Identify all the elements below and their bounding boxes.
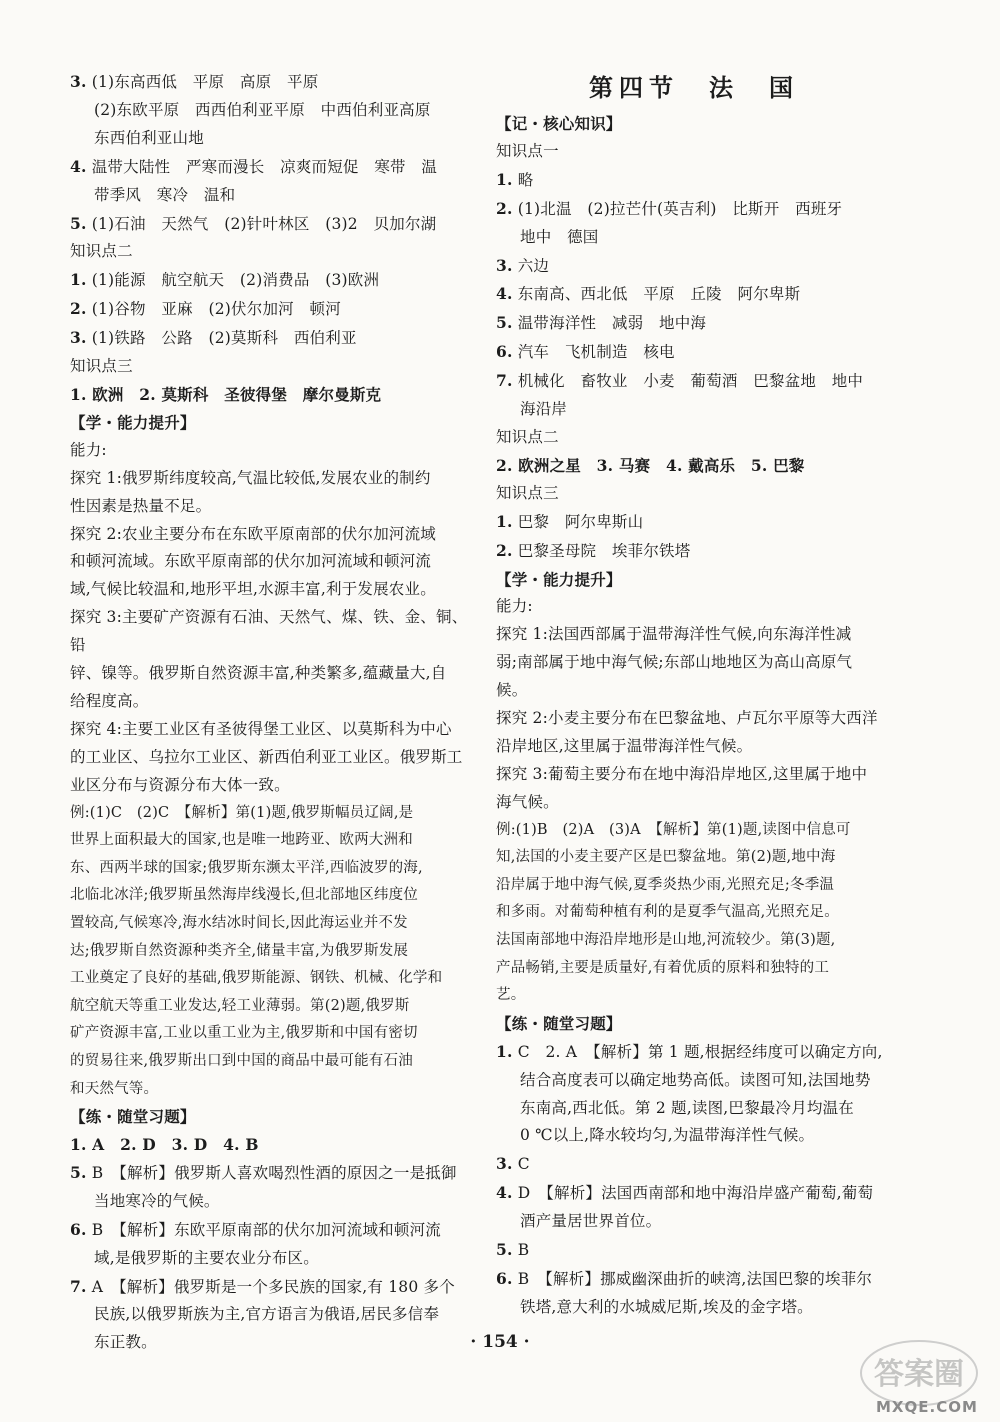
answer-text: 汽车 飞机制造 核电 xyxy=(517,343,675,362)
explanation-line: 的贸易往来,俄罗斯出口到中国的商品中最可能有石油 xyxy=(70,1052,413,1069)
text-line: 能力: xyxy=(70,440,107,459)
section-heading: 【学・能力提升】 xyxy=(496,569,622,589)
answer-text: (1)北温 (2)拉芒什(英吉利) 比斯开 西班牙 xyxy=(517,199,843,218)
page-number: · 154 · xyxy=(470,1332,530,1352)
explanation-line: 工业奠定了良好的基础,俄罗斯能源、钢铁、机械、化学和 xyxy=(70,970,443,987)
answer-text: B 【解析】挪威幽深曲折的峡湾,法国巴黎的埃菲尔 xyxy=(517,1269,873,1288)
answer-text: (1)能源 航空航天 (2)消费品 (3)欧洲 xyxy=(91,271,380,290)
numbered-answer xyxy=(70,210,468,239)
answer-number: 2. xyxy=(70,299,87,319)
text-line: 域,气候比较温和,地形平坦,水源丰富,利于发展农业。 xyxy=(70,580,436,599)
answer-continuation: 带季风 寒冷 温和 xyxy=(94,185,236,204)
answer-number: 2. xyxy=(496,540,513,560)
answer-number: 7. xyxy=(496,371,513,391)
text-line: 知识点一 xyxy=(496,141,559,160)
answer-continuation: 民族,以俄罗斯族为主,官方语言为俄语,居民多信奉 xyxy=(94,1305,440,1324)
numbered-answer xyxy=(496,166,892,195)
text-line: 的工业区、乌拉尔工业区、新西伯利亚工业区。俄罗斯工 xyxy=(70,747,463,766)
numbered-answer xyxy=(70,324,468,353)
answer-text: B 【解析】俄罗斯人喜欢喝烈性酒的原因之一是抵御 xyxy=(91,1163,457,1182)
explanation-line: 航空航天等重工业发达,轻工业薄弱。第(2)题,俄罗斯 xyxy=(70,997,410,1014)
text-line: 和顿河流域。东欧平原南部的伏尔加河流域和顿河流 xyxy=(70,552,432,571)
explanation-line: 法国南部地中海沿岸地形是山地,河流较少。第(3)题, xyxy=(496,932,836,949)
explanation-line: 沿岸属于地中海气候,夏季炎热少雨,光照充足;冬季温 xyxy=(496,876,835,893)
answer-continuation: (2)东欧平原 西西伯利亚平原 中西伯利亚高原 xyxy=(94,100,431,119)
answer-text: 略 xyxy=(517,170,534,189)
answer-number: 7. xyxy=(70,1276,87,1296)
text-line: 业区分布与资源分布大体一致。 xyxy=(70,775,290,794)
explanation-line: 例:(1)C (2)C 【解析】第(1)题,俄罗斯幅员辽阔,是 xyxy=(70,804,414,821)
answer-text: (1)谷物 亚麻 (2)伏尔加河 顿河 xyxy=(91,300,341,319)
numbered-answer xyxy=(496,1038,892,1067)
right-column xyxy=(496,68,892,1322)
numbered-answer xyxy=(496,309,892,338)
text-line: 探究 1:俄罗斯纬度较高,气温比较低,发展农业的制约 xyxy=(70,468,431,487)
answer-number: 4. xyxy=(70,156,87,176)
answer-number: 4. xyxy=(496,284,513,304)
answer-number: 1. xyxy=(496,1041,513,1061)
answer-number: 6. xyxy=(496,1268,513,1288)
explanation-line: 东、西两半球的国家;俄罗斯东濒太平洋,西临波罗的海, xyxy=(70,859,423,876)
numbered-answer xyxy=(70,295,468,324)
text-line: 给程度高。 xyxy=(70,691,149,710)
numbered-answer xyxy=(496,338,892,367)
explanation-line: 矿产资源丰富,工业以重工业为主,俄罗斯和中国有密切 xyxy=(70,1025,418,1042)
answer-number: 5. xyxy=(496,1240,513,1260)
answer-text: (1)东高西低 平原 高原 平原 xyxy=(91,73,319,91)
explanation-line: 世界上面积最大的国家,也是唯一地跨亚、欧两大洲和 xyxy=(70,832,413,849)
numbered-answer xyxy=(496,195,892,224)
answer-text: A 【解析】俄罗斯是一个多民族的国家,有 180 多个 xyxy=(91,1277,455,1296)
explanation-line: 例:(1)B (2)A (3)A 【解析】第(1)题,读图中信息可 xyxy=(496,821,851,838)
answer-text: B 【解析】东欧平原南部的伏尔加河流域和顿河流 xyxy=(91,1220,441,1239)
answer-number: 3. xyxy=(496,1154,513,1174)
answer-text: 六边 xyxy=(517,256,550,275)
text-line: 探究 3:主要矿产资源有石油、天然气、煤、铁、金、铜、铅 xyxy=(70,608,468,655)
answer-number: 1. xyxy=(496,169,513,189)
answer-continuation: 酒产量居世界首位。 xyxy=(520,1212,662,1231)
numbered-answer xyxy=(70,68,468,97)
text-line: 候。 xyxy=(496,681,528,700)
answer-row: 1. 欧洲 2. 莫斯科 圣彼得堡 摩尔曼斯克 xyxy=(70,384,382,404)
section-heading: 【记・核心知识】 xyxy=(496,114,622,133)
answer-text: 机械化 畜牧业 小麦 葡萄酒 巴黎盆地 地中 xyxy=(517,372,864,391)
text-line: 探究 3:葡萄主要分布在地中海沿岸地区,这里属于地中 xyxy=(496,764,868,783)
answer-continuation: 结合高度表可以确定地势高低。读图可知,法国地势 xyxy=(520,1070,871,1089)
text-line: 探究 4:主要工业区有圣彼得堡工业区、以莫斯科为中心 xyxy=(70,719,452,738)
numbered-answer xyxy=(70,1216,468,1245)
text-line: 探究 2:农业主要分布在东欧平原南部的伏尔加河流域 xyxy=(70,524,437,543)
answer-row: 2. 欧洲之星 3. 马赛 4. 戴高乐 5. 巴黎 xyxy=(496,455,805,475)
explanation-line: 和多雨。对葡萄种植有利的是夏季气温高,光照充足。 xyxy=(496,904,839,921)
answer-text: 巴黎圣母院 埃菲尔铁塔 xyxy=(517,541,691,560)
answer-number: 6. xyxy=(496,342,513,362)
answer-text: C 2. A 【解析】第 1 题,根据经纬度可以确定方向, xyxy=(517,1042,883,1061)
answer-number: 3. xyxy=(70,328,87,348)
explanation-line: 产品畅销,主要是质量好,有着优质的原料和独特的工 xyxy=(496,959,830,976)
answer-text: 巴黎 阿尔卑斯山 xyxy=(517,512,644,531)
explanation-line: 知,法国的小麦主要产区是巴黎盆地。第(2)题,地中海 xyxy=(496,849,836,866)
answer-text: (1)石油 天然气 (2)针叶林区 (3)2 贝加尔湖 xyxy=(91,214,437,233)
section-heading: 【练・随堂习题】 xyxy=(70,1107,196,1127)
right-column-body xyxy=(496,110,892,1322)
section-heading: 【学・能力提升】 xyxy=(70,412,196,432)
text-line: 沿岸地区,这里属于温带海洋性气候。 xyxy=(496,736,753,755)
explanation-line: 置较高,气候寒冷,海水结冰时间长,因此海运业并不发 xyxy=(70,914,408,931)
answer-text: 温带大陆性 严寒而漫长 凉爽而短促 寒带 温 xyxy=(91,157,438,176)
explanation-line: 达;俄罗斯自然资源种类齐全,储量丰富,为俄罗斯发展 xyxy=(70,942,409,959)
numbered-answer xyxy=(70,1273,468,1302)
text-line: 性因素是热量不足。 xyxy=(70,496,212,515)
answer-number: 4. xyxy=(496,1183,513,1203)
svg-text:答案圈: 答案圈 xyxy=(874,1357,964,1392)
text-line: 探究 2:小麦主要分布在巴黎盆地、卢瓦尔平原等大西洋 xyxy=(496,709,878,728)
answer-number: 1. xyxy=(496,511,513,531)
answer-text: 温带海洋性 减弱 地中海 xyxy=(517,314,707,333)
answer-continuation: 东正教。 xyxy=(94,1333,157,1352)
numbered-answer xyxy=(496,280,892,309)
answer-text: (1)铁路 公路 (2)莫斯科 西伯利亚 xyxy=(91,329,357,348)
numbered-answer xyxy=(496,1236,892,1265)
text-line: 知识点二 xyxy=(496,427,559,446)
text-line: 弱;南部属于地中海气候;东部山地地区为高山高原气 xyxy=(496,653,853,672)
answer-number: 2. xyxy=(496,198,513,218)
text-line: 海气候。 xyxy=(496,792,559,811)
answer-continuation: 海沿岸 xyxy=(520,400,568,419)
numbered-answer xyxy=(496,537,892,566)
numbered-answer xyxy=(70,153,468,182)
answer-continuation: 0 ℃以上,降水较均匀,为温带海洋性气候。 xyxy=(520,1126,815,1145)
answer-continuation: 当地寒冷的气候。 xyxy=(94,1191,220,1210)
answer-number: 5. xyxy=(70,213,87,233)
answer-text: C xyxy=(517,1155,530,1174)
text-line: 锌、镍等。俄罗斯自然资源丰富,种类繁多,蕴藏量大,自 xyxy=(70,664,447,683)
numbered-answer xyxy=(496,367,892,396)
explanation-line: 艺。 xyxy=(496,987,526,1004)
numbered-answer xyxy=(70,266,468,295)
section-title: 第四节 法 国 xyxy=(589,73,799,102)
numbered-answer xyxy=(70,1159,468,1188)
answer-text: 东南高、西北低 平原 丘陵 阿尔卑斯 xyxy=(517,285,801,304)
answer-continuation: 域,是俄罗斯的主要农业分布区。 xyxy=(94,1248,319,1267)
section-heading: 【练・随堂习题】 xyxy=(496,1013,622,1033)
answer-number: 3. xyxy=(496,255,513,275)
text-line: 能力: xyxy=(496,597,533,616)
answer-number: 1. xyxy=(70,270,87,290)
numbered-answer xyxy=(496,1150,892,1179)
text-line: 探究 1:法国西部属于温带海洋性气候,向东海洋性减 xyxy=(496,625,852,644)
answer-continuation: 铁塔,意大利的水城威尼斯,埃及的金字塔。 xyxy=(520,1297,813,1316)
text-line: 知识点三 xyxy=(70,357,133,376)
answer-continuation: 东南高,西北低。第 2 题,读图,巴黎最冷月均温在 xyxy=(520,1098,854,1117)
answer-text: D 【解析】法国西南部和地中海沿岸盛产葡萄,葡萄 xyxy=(517,1184,874,1203)
numbered-answer xyxy=(496,508,892,537)
numbered-answer xyxy=(496,252,892,281)
answer-number: 5. xyxy=(496,313,513,333)
numbered-answer xyxy=(496,1265,892,1294)
text-line: 知识点三 xyxy=(496,483,559,502)
explanation-line: 北临北冰洋;俄罗斯虽然海岸线漫长,但北部地区纬度位 xyxy=(70,887,418,904)
left-column xyxy=(70,68,468,1357)
answer-number: 6. xyxy=(70,1219,87,1239)
text-line: 知识点二 xyxy=(70,242,133,261)
numbered-answer xyxy=(496,1179,892,1208)
answer-continuation: 东西伯利亚山地 xyxy=(94,128,204,147)
answer-continuation: 地中 德国 xyxy=(520,227,599,246)
answer-row: 1. A 2. D 3. D 4. B xyxy=(70,1135,259,1154)
answer-text: B xyxy=(517,1241,530,1260)
answer-number: 3. xyxy=(70,72,87,91)
answer-number: 5. xyxy=(70,1162,87,1182)
explanation-line: 和天然气等。 xyxy=(70,1080,159,1097)
watermark-text: MXQE.COM xyxy=(876,1398,978,1416)
